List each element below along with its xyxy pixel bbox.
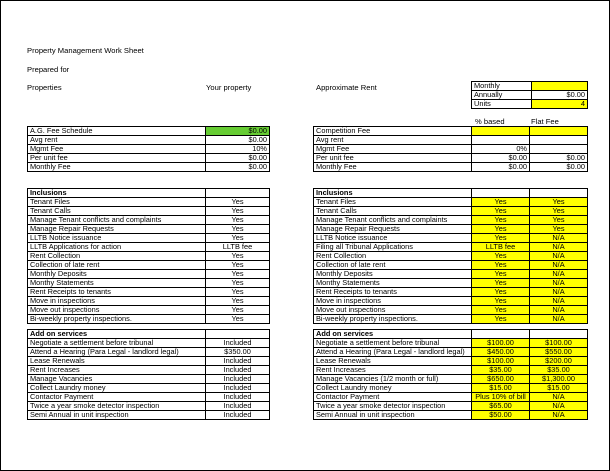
item-flat-input[interactable]: N/A: [530, 243, 588, 252]
item-pct-input[interactable]: $100.00: [472, 339, 530, 348]
item-label: Monthy Statements: [28, 279, 206, 288]
fee-value: $0.00: [530, 163, 588, 172]
table-row: [28, 270, 270, 279]
empty-cell: [472, 330, 530, 339]
table-row: [28, 198, 270, 207]
section-title: Add on services: [28, 330, 206, 339]
item-value: Yes: [206, 234, 270, 243]
item-pct-input[interactable]: Yes: [472, 261, 530, 270]
item-flat-input[interactable]: N/A: [530, 306, 588, 315]
fee-label: Monthly Fee: [28, 163, 206, 172]
table-row: [28, 261, 270, 270]
section-title: Add on services: [314, 330, 472, 339]
table-row: [472, 82, 588, 91]
item-pct-input[interactable]: Yes: [472, 279, 530, 288]
item-label: Monthy Statements: [314, 279, 472, 288]
fee-value: [472, 136, 530, 145]
table-header-row: [28, 330, 270, 339]
item-flat-input[interactable]: $35.00: [530, 366, 588, 375]
item-label: Rent Increases: [314, 366, 472, 375]
item-value: Included: [206, 411, 270, 420]
item-label: Rent Receipts to tenants: [28, 288, 206, 297]
item-label: Move out inspections: [314, 306, 472, 315]
item-label: Bi-weekly property inspections.: [28, 315, 206, 324]
item-label: Monthly Deposits: [314, 270, 472, 279]
table-row: [28, 306, 270, 315]
item-value: Yes: [206, 216, 270, 225]
item-label: Contactor Payment: [314, 393, 472, 402]
item-pct-input[interactable]: $15.00: [472, 384, 530, 393]
table-row: [472, 91, 588, 100]
item-label: Twice a year smoke detector inspection: [28, 402, 206, 411]
item-label: Manage Vacancies: [28, 375, 206, 384]
item-flat-input[interactable]: $100.00: [530, 339, 588, 348]
item-value: Yes: [206, 198, 270, 207]
section-title: Inclusions: [28, 189, 206, 198]
item-flat-input[interactable]: Yes: [530, 216, 588, 225]
item-label: Rent Receipts to tenants: [314, 288, 472, 297]
table-row: [28, 225, 270, 234]
item-value: Yes: [206, 288, 270, 297]
item-pct-input[interactable]: Yes: [472, 198, 530, 207]
table-row: [314, 145, 588, 154]
addons-left-table: [27, 329, 270, 420]
ag-fee-input[interactable]: $0.00: [206, 127, 270, 136]
table-row: [28, 297, 270, 306]
item-label: Manage Vacancies (1/2 month or full): [314, 375, 472, 384]
table-row: [472, 100, 588, 109]
item-value: Included: [206, 402, 270, 411]
table-row: [314, 261, 588, 270]
fee-value: [530, 145, 588, 154]
rent-monthly-label: Monthly: [472, 82, 532, 91]
item-value: Yes: [206, 306, 270, 315]
table-row: [314, 306, 588, 315]
item-flat-input[interactable]: N/A: [530, 411, 588, 420]
table-row: [314, 127, 588, 136]
item-label: Collect Laundry money: [314, 384, 472, 393]
item-label: Move in inspections: [314, 297, 472, 306]
item-value: Included: [206, 384, 270, 393]
item-pct-input[interactable]: $650.00: [472, 375, 530, 384]
table-row: [314, 234, 588, 243]
table-row: [314, 225, 588, 234]
table-row: [314, 402, 588, 411]
table-row: [314, 339, 588, 348]
table-row: [28, 252, 270, 261]
item-flat-input[interactable]: Yes: [530, 207, 588, 216]
your-property-label: Your property: [206, 83, 252, 92]
item-label: Tenant Calls: [314, 207, 472, 216]
item-label: Collection of late rent: [314, 261, 472, 270]
item-flat-input[interactable]: N/A: [530, 402, 588, 411]
fees-left-table: [27, 126, 270, 172]
item-pct-input[interactable]: Yes: [472, 288, 530, 297]
fee-label: A.G. Fee Schedule: [28, 127, 206, 136]
item-label: Lease Renewals: [314, 357, 472, 366]
item-label: Bi-weekly property inspections.: [314, 315, 472, 324]
table-row: [28, 402, 270, 411]
item-label: Attend a Hearing (Para Legal - landlord legal): [28, 348, 206, 357]
item-pct-input[interactable]: Yes: [472, 270, 530, 279]
table-row: [314, 198, 588, 207]
item-pct-input[interactable]: Yes: [472, 315, 530, 324]
item-pct-input[interactable]: Yes: [472, 225, 530, 234]
item-label: Rent Collection: [314, 252, 472, 261]
item-label: Attend a Hearing (Para Legal - landlord legal): [314, 348, 472, 357]
table-row: [28, 384, 270, 393]
addons-right-table: [313, 329, 588, 420]
table-row: [314, 375, 588, 384]
flat-fee-header: Flat Fee: [531, 117, 559, 126]
fee-value: $0.00: [530, 154, 588, 163]
fee-label: Per unit fee: [28, 154, 206, 163]
fee-value: 0%: [472, 145, 530, 154]
item-label: Tenant Files: [314, 198, 472, 207]
fee-value: $0.00: [206, 136, 270, 145]
table-row: [28, 216, 270, 225]
table-row: [314, 163, 588, 172]
table-row: [28, 279, 270, 288]
inclusions-right-table: [313, 188, 588, 324]
item-value: LLTB fee: [206, 243, 270, 252]
table-row: [28, 357, 270, 366]
item-label: Manage Repair Requests: [28, 225, 206, 234]
table-row: [28, 243, 270, 252]
pct-based-header: % based: [475, 117, 505, 126]
item-label: Tenant Calls: [28, 207, 206, 216]
fee-value: $0.00: [206, 154, 270, 163]
item-pct-input[interactable]: Yes: [472, 252, 530, 261]
table-header-row: [314, 330, 588, 339]
item-flat-input[interactable]: $15.00: [530, 384, 588, 393]
table-header-row: [28, 189, 270, 198]
table-row: [314, 357, 588, 366]
item-value: Included: [206, 366, 270, 375]
table-row: [314, 297, 588, 306]
table-row: [28, 339, 270, 348]
table-row: [314, 348, 588, 357]
table-row: [28, 375, 270, 384]
table-row: [314, 315, 588, 324]
item-flat-input[interactable]: N/A: [530, 252, 588, 261]
table-row: [314, 366, 588, 375]
table-row: [28, 288, 270, 297]
item-value: Yes: [206, 279, 270, 288]
table-row: [314, 384, 588, 393]
table-row: [28, 163, 270, 172]
table-header-row: [314, 189, 588, 198]
fee-label: Monthly Fee: [314, 163, 472, 172]
fee-label: Competition Fee: [314, 127, 472, 136]
item-flat-input[interactable]: N/A: [530, 270, 588, 279]
item-flat-input[interactable]: Yes: [530, 225, 588, 234]
item-label: Semi Annual in unit inspection: [28, 411, 206, 420]
item-pct-input[interactable]: $450.00: [472, 348, 530, 357]
table-row: [28, 127, 270, 136]
item-label: LLTB Notice issuance: [314, 234, 472, 243]
fee-label: Mgmt Fee: [314, 145, 472, 154]
item-value: Yes: [206, 297, 270, 306]
fee-value: [530, 136, 588, 145]
rent-units-label: Units: [472, 100, 532, 109]
table-row: [314, 252, 588, 261]
item-value: Included: [206, 357, 270, 366]
item-label: LLTB Applications for action: [28, 243, 206, 252]
fees-right-table: [313, 126, 588, 172]
fee-label: Avg rent: [314, 136, 472, 145]
item-pct-input[interactable]: Yes: [472, 234, 530, 243]
item-label: Tenant Files: [28, 198, 206, 207]
item-pct-input[interactable]: $35.00: [472, 366, 530, 375]
table-row: [28, 366, 270, 375]
item-flat-input[interactable]: N/A: [530, 297, 588, 306]
item-label: Monthly Deposits: [28, 270, 206, 279]
table-row: [314, 243, 588, 252]
table-row: [28, 315, 270, 324]
table-row: [28, 136, 270, 145]
table-row: [314, 154, 588, 163]
item-label: Semi Annual in unit inspection: [314, 411, 472, 420]
rent-annually-value: $0.00: [532, 91, 588, 100]
item-pct-input[interactable]: Plus 10% of bill: [472, 393, 530, 402]
item-pct-input[interactable]: Yes: [472, 297, 530, 306]
fee-value: 10%: [206, 145, 270, 154]
item-label: Manage Tenant conflicts and complaints: [314, 216, 472, 225]
item-pct-input[interactable]: $50.00: [472, 411, 530, 420]
item-flat-input[interactable]: $550.00: [530, 348, 588, 357]
item-value: Yes: [206, 261, 270, 270]
item-flat-input[interactable]: N/A: [530, 234, 588, 243]
empty-cell: [206, 330, 270, 339]
table-row: [314, 136, 588, 145]
rent-monthly-input[interactable]: [532, 82, 588, 91]
prepared-for-label: Prepared for: [27, 65, 70, 74]
table-row: [28, 348, 270, 357]
item-label: Rent Collection: [28, 252, 206, 261]
item-flat-input[interactable]: N/A: [530, 261, 588, 270]
table-row: [314, 393, 588, 402]
table-row: [314, 411, 588, 420]
table-row: [28, 393, 270, 402]
item-pct-input[interactable]: Yes: [472, 207, 530, 216]
item-label: Manage Repair Requests: [314, 225, 472, 234]
item-value: Yes: [206, 207, 270, 216]
competition-pct-input[interactable]: [472, 127, 530, 136]
fee-value: $0.00: [472, 163, 530, 172]
item-value: $350.00: [206, 348, 270, 357]
empty-cell: [206, 189, 270, 198]
fee-value: $0.00: [472, 154, 530, 163]
item-label: Lease Renewals: [28, 357, 206, 366]
item-label: Contactor Payment: [28, 393, 206, 402]
item-flat-input[interactable]: N/A: [530, 279, 588, 288]
item-flat-input[interactable]: Yes: [530, 198, 588, 207]
table-row: [314, 207, 588, 216]
properties-label: Properties: [27, 83, 62, 92]
table-row: [28, 145, 270, 154]
table-row: [314, 216, 588, 225]
item-value: Yes: [206, 252, 270, 261]
item-pct-input[interactable]: $65.00: [472, 402, 530, 411]
item-pct-input[interactable]: $100.00: [472, 357, 530, 366]
section-title: Inclusions: [314, 189, 472, 198]
rent-units-input[interactable]: 4: [532, 100, 588, 109]
item-value: Included: [206, 339, 270, 348]
item-flat-input[interactable]: N/A: [530, 393, 588, 402]
table-row: [314, 279, 588, 288]
table-row: [314, 288, 588, 297]
item-value: Yes: [206, 315, 270, 324]
item-flat-input[interactable]: $1,300.00: [530, 375, 588, 384]
page-title: Property Management Work Sheet: [27, 46, 144, 55]
table-row: [28, 154, 270, 163]
item-label: Collect Laundry money: [28, 384, 206, 393]
item-value: Yes: [206, 225, 270, 234]
item-label: Move out inspections: [28, 306, 206, 315]
item-pct-input[interactable]: Yes: [472, 216, 530, 225]
fee-value: $0.00: [206, 163, 270, 172]
table-row: [28, 207, 270, 216]
item-value: Included: [206, 375, 270, 384]
table-row: [28, 411, 270, 420]
table-row: [28, 234, 270, 243]
rent-annually-label: Annually: [472, 91, 532, 100]
item-flat-input[interactable]: N/A: [530, 288, 588, 297]
item-pct-input[interactable]: LLTB fee: [472, 243, 530, 252]
item-label: Collection of late rent: [28, 261, 206, 270]
fee-label: Mgmt Fee: [28, 145, 206, 154]
fee-label: Per unit fee: [314, 154, 472, 163]
item-label: Move in inspections: [28, 297, 206, 306]
item-label: Negotiate a settlement before tribunal: [28, 339, 206, 348]
item-value: Included: [206, 393, 270, 402]
item-label: Manage Tenant conflicts and complaints: [28, 216, 206, 225]
item-flat-input[interactable]: N/A: [530, 315, 588, 324]
item-label: Rent Increases: [28, 366, 206, 375]
empty-cell: [530, 330, 588, 339]
item-flat-input[interactable]: $200.00: [530, 357, 588, 366]
table-row: [314, 270, 588, 279]
inclusions-left-table: [27, 188, 270, 324]
empty-cell: [530, 189, 588, 198]
approximate-rent-label: Approximate Rent: [316, 83, 377, 92]
empty-cell: [472, 189, 530, 198]
item-pct-input[interactable]: Yes: [472, 306, 530, 315]
item-value: Yes: [206, 270, 270, 279]
item-label: Filing all Tribunal Applications: [314, 243, 472, 252]
item-label: Twice a year smoke detector inspection: [314, 402, 472, 411]
rent-box-table: [471, 81, 588, 109]
fee-label: Avg rent: [28, 136, 206, 145]
item-label: LLTB Notice issuance: [28, 234, 206, 243]
competition-flat-input[interactable]: [530, 127, 588, 136]
item-label: Negotiate a settlement before tribunal: [314, 339, 472, 348]
